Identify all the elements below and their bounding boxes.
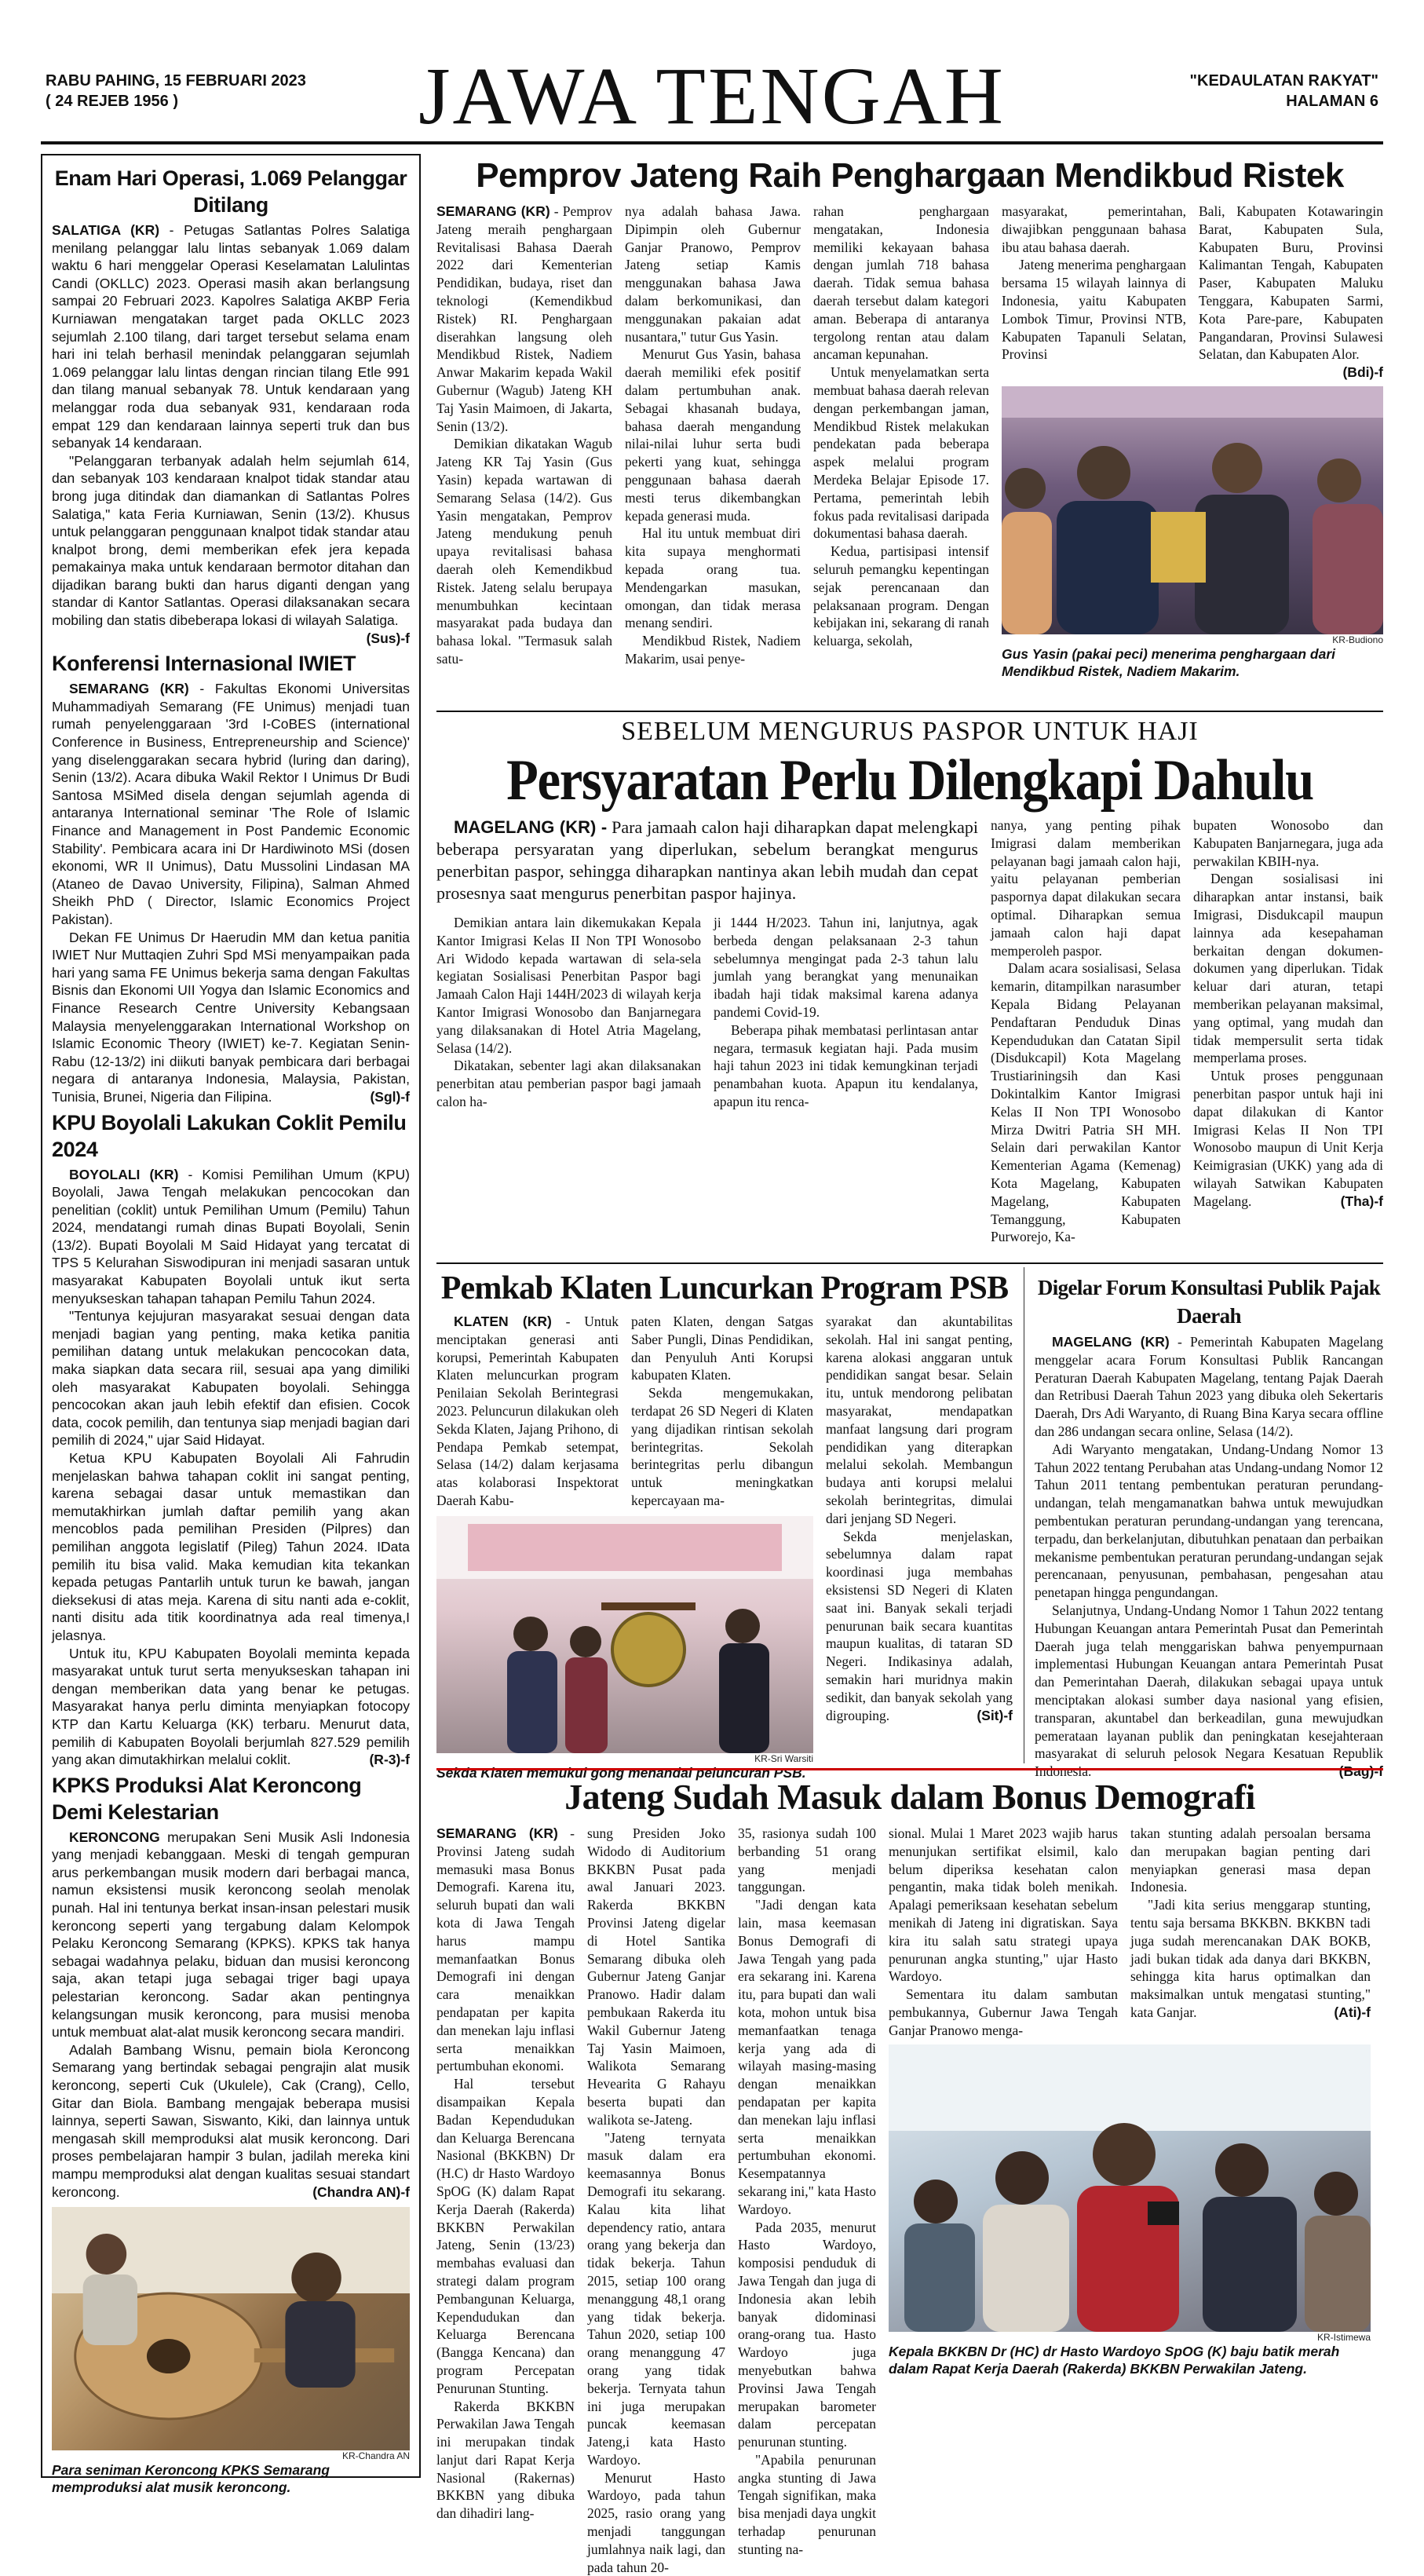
article-text: Sementara itu dalam sambutan pembukannya, Gubernur Jawa Tengah Ganjar Pranowo menga- bbox=[889, 1986, 1118, 2038]
article-text: "Jadi dengan kata lain, masa keemasan Bonus Demografi di Jawa Tengah yang pada era sekarang ini. Karena itu, para bupati dan wali kota, mohon untuk bisa memanfaatkan tenaga kerja yang ada di wilayah masing-masing dengan menaikkan pendapatan per kapita dan menekan laju inflasi serta menaikkan pertumbuhan ekonomi. Kesempatannya sekarang ini," kata Hasto Wardoyo. bbox=[738, 1897, 876, 2217]
dateline: KERONCONG bbox=[69, 1829, 160, 1845]
bkkbn-photo bbox=[889, 2044, 1371, 2332]
date-line: RABU PAHING, 15 FEBRUARI 2023 bbox=[46, 72, 306, 90]
dateline: SEMARANG (KR) bbox=[69, 681, 189, 697]
photo-caption: Gus Yasin (pakai peci) menerima penghargaan dari Mendikbud Ristek, Nadiem Makarim. bbox=[1002, 645, 1336, 679]
article-tilang bbox=[52, 165, 410, 646]
article-text: - Provinsi Jateng sudah memasuki masa Bonus Demografi. Karena itu, seluruh bupati dan wali kota di Jawa Tengah harus mampu memanfaatkan Bonus Demografi ini dengan cara menaikkan pendapatan per kapita dan menekan laju inflasi serta menaikkan pertumbuhan ekonomi. bbox=[436, 1825, 575, 2074]
article-text: Demikian antara lain dikemukakan Kepala Kantor Imigrasi Kelas II Non TPI Wonosobo Ari Widodo kepada wartawan di sela-sela kegiatan Sosialisasi Penerbitan Paspor bagi Jamaah Calon Haji 144H/2023 di wilayah kerja Kantor Imigrasi Wonosobo dan Banjarnegara yang dilaksanakan di Hotel Atria Magelang, Selasa (14/2). bbox=[436, 915, 701, 1056]
article-text: - Pemerintah Kabupaten Magelang menggelar acara Forum Konsultasi Publik Rancangan Peraturan Daerah Kabupaten Magelang, tentang Pajak Daerah dan Retribusi Daerah Tahun 2023 yang dibuka oleh Sekertaris Daerah, Drs Adi Waryanto, di Ruang Bina Karya secara offline dan 286 undangan secara online, Selasa (14/2). bbox=[1035, 1334, 1383, 1439]
article-text: "Tentunya kejujuran masyarakat sesuai dengan data menjadi bagian yang penting, maka ketika panitia pemilihan datang untuk melakukan pencocokan data, maka siapkan data secara riil, sesuai apa yang dimiliki oleh masyarakat Kabupaten boyolali. Sehingga pencocokan akan jauh lebih efektif dan efisien. Cocok data, cocok pemilih, dan tentunya siap menjadi bagian dari pemilih di 2024," ujar Said Hidayat. bbox=[52, 1308, 410, 1449]
article-text: Selanjutnya, Undang-Undang Nomor 1 Tahun 2022 tentang Hubungan Keuangan antara Pemerintah Pusat dan Pemerintah Daerah juga telah menggariskan bahwa penyempurnaan implementasi Hubungan Keuangan antara Pemerintah Pusat dan Pemerintahan Daerah, dilakukan sebagai upaya untuk menciptakan alokasi sumber daya nasional yang efisien, transparan, akuntabel dan berkeadilan, guna mewujudkan pemerataan layanan publik dan peningkatan kesejahteraan masyarakat di seluruh pelosok Negara Kesatuan Republik Indonesia. bbox=[1035, 1602, 1383, 1780]
section-rule bbox=[436, 1262, 1383, 1264]
author-sign: (Sgl)-f bbox=[370, 1088, 410, 1105]
article-text: 35, rasionya sudah 100 berbanding 51 orang yang menjadi tanggungan. bbox=[738, 1825, 876, 1895]
masthead-rule bbox=[41, 141, 1383, 144]
award-ceremony-illustration bbox=[1002, 386, 1383, 634]
dateline: MAGELANG (KR) - bbox=[454, 817, 608, 837]
article-headline: KPU Boyolali Lakukan Coklit Pemilu 2024 bbox=[52, 1110, 407, 1161]
article-text: Hal itu untuk membuat diri kita supaya menghormati kepada orang tua. Mendengarkan masukan, omongan, dan tidak merasa menang sendiri. bbox=[625, 525, 801, 631]
article-text: nya adalah bahasa Jawa. Dipimpin oleh Gubernur Ganjar Pranowo, Pemprov Jateng setiap Kamis menggunakan bahasa Jawa dalam berkomunikasi, dan menggunakan pakaian adat nusantara," tutur Gus Yasin. bbox=[625, 203, 801, 345]
article-text: Ketua KPU Kabupaten Boyolali Ali Fahrudin menjelaskan bahwa tahapan coklit ini sangat penting, karena sebagai dasar untuk memastikan dan memutakhirkan jumlah daftar pemilih yang akan mencoblos pada pemilihan Presiden (Pilpres) dan pemilihan anggota legislatif (Pileg) Tahun 2024. IData pemilih itu bisa valid. Maka kemudian kita tekankan kepada petugas Pantarlih untuk turun ke bawah, jangan dieksekusi di atas meja. Karena di situ nanti ada e-coklit, nanti disitu ada titik koordinatnya ada real timenya,I jelasnya. bbox=[52, 1450, 410, 1643]
article-headline: Pemkab Klaten Luncurkan Program PSB bbox=[440, 1270, 1009, 1306]
article-text: Adalah Bambang Wisnu, pemain biola Keroncong Semarang yang bertindak sebagai pengrajin alat musik keroncong, seperti Cuk (Ukulele), Cak (Crang), Cello, Gitar dan Biola. Bambang mengajak beberapa musisi lainnya, seperti Sawan, Siswanto, Kiki, dan lainnya untuk mengasah skill memproduksi alat musik keroncong. Dari proses pembelajaran hampir 3 bulan, jadilah mereka kini mampu memproduksi alat dengan kualitas sesuai standart keroncong. bbox=[52, 2041, 410, 2200]
gong-ceremony-illustration bbox=[436, 1516, 813, 1753]
article-text: Untuk itu, KPU Kabupaten Boyolali meminta kepada masyarakat untuk turut serta menyukseskan tahapan ini dengan memberikan data yang benar ke petugas. Masyarakat hanya perlu diminta menyiapkan fotocopy KTP dan Kartu Keluarga (KK) terbaru. Menurut data, pemilih di Kabupaten Boyolali berjumlah 827.529 pemilih yang akan dimutakhirkan melalui coklit. bbox=[52, 1645, 410, 1768]
article-text: merupakan Seni Musik Asli Indonesia yang menjadi kebanggaan. Meski di tengah gempuran arus perkembangan musik modern dari berbagai manca, namun eksistensi musik keroncong seolah menolak punah. Hal ini tentunya berkat insan-insan pelestari musik keroncong seperti yang tergabung dalam Kelompok Pelaku Keroncong Semarang (KPKS). KPKS tak hanya sebagai wadahnya pelaku, biduan dan musisi keroncong saja, akan tetapi juga sebagai triger bagi upaya pelestarian keroncong. Sadar akan pentingnya kelangsungan musik keroncong, para musisi menoba untuk membuat alat-alat musik keroncong secara mandiri. bbox=[52, 1829, 410, 2041]
article-text: syarakat dan akuntabilitas sekolah. Hal ini sangat penting, karena alokasi anggaran untuk pendidikan sangat besar. Selain itu, untuk mendorong pelibatan masyarakat, mendapatkan manfaat langsung dari program pendidikan yang diterapkan melalui sekolah. Membangun budaya anti korupsi melalui sekolah berintegritas, dimulai dari jenjang SD Negeri. bbox=[826, 1314, 1013, 1526]
article-text: Dikatakan, sebenter lagi akan dilaksanakan penerbitan atau pemberian paspor bagi jamaah calon ha- bbox=[436, 1058, 701, 1109]
article-text: Menurut Gus Yasin, bahasa daerah memiliki efek positif dalam pertumbuhan anak. Sebagai khasanah budaya, bahasa daerah mengandung nilai-nilai luhur serta budi pekerti yang kuat, sehingga penggunaan bahasa daerah mesti terus dikembangkan kepada generasi muda. bbox=[625, 346, 801, 524]
article-headline: Jateng Sudah Masuk dalam Bonus Demografi bbox=[564, 1777, 1255, 1817]
dateline: SALATIGA (KR) bbox=[52, 222, 160, 238]
photo-credit: KR-Budiono bbox=[1332, 634, 1383, 645]
article-text: "Apabila penurunan angka stunting di Jawa Tengah signifikan, maka bisa menjadi daya ungkit terhadap penurunan stunting na- bbox=[738, 2451, 876, 2557]
article-text: masyarakat, pemerintahan, diwajibkan penggunaan bahasa ibu atau bahasa daerah. bbox=[1002, 203, 1186, 255]
article-text: Beberapa pihak membatasi perlintasan antar negara, termasuk kegiatan haji. Pada musim haji tahun 2023 ini tidak kemungkinan terjadi penambahan kuota. Apapun itu kendalanya, apapun itu renca- bbox=[714, 1021, 978, 1109]
photo-credit: KR-Sri Warsiti bbox=[754, 1752, 813, 1764]
author-sign: (Bdi)-f bbox=[1342, 364, 1383, 381]
author-sign: (Sus)-f bbox=[366, 630, 410, 646]
article-text: Dalam acara sosialisasi, Selasa kemarin, ditampilkan narasumber Kepala Bidang Pelayanan Pendaftaran Penduduk Dinas Kependudukan dan Catatan Sipil (Disdukcapil) Kota Magelang Trustiariningsih dan Kasi Dokintalkim Kantor Imigrasi Kelas II Non TPI Wonosobo Mirza Dwitri Patria SH MH. Selain dari perwakilan Kantor Kementerian Agama (Kemenag) Kota Magelang, Kabupaten Magelang, Kabupaten Temanggung, Kabupaten Purworejo, Ka- bbox=[991, 960, 1181, 1245]
article-headline: Konferensi Internasional IWIET bbox=[52, 652, 356, 676]
photo-caption: Kepala BKKBN Dr (HC) dr Hasto Wardoyo SpOG (K) baju batik merah dalam Rapat Kerja Daerah (Rakerda) BKKBN Perwakilan Jateng. bbox=[889, 2343, 1340, 2377]
page-info bbox=[1190, 71, 1378, 111]
article-text: nanya, yang penting pihak Imigrasi dalam memberikan pelayanan bagi jamaah calon haji, yaitu pelayanan pemberian paspornya dapat dilakukan secara optimal. Diharapkan semua jamaah calon haji dapat memperoleh paspor. bbox=[991, 817, 1181, 959]
article-text: sional. Mulai 1 Maret 2023 wajib harus menunjukan sertifikat elsimil, kalo belum diperiksa kesehatan calon pengantin, maka tidak boleh menikah. Apalagi pemeriksaan kesehatan sebelum menikah di Jateng ini digratiskan. Saya kira itu salah satu strategi upaya penurunan angka stunting," ujar Hasto Wardoyo. bbox=[889, 1825, 1118, 1985]
article-iwiet bbox=[52, 650, 410, 1105]
article-text: - Pemprov Jateng meraih penghargaan Revitalisasi Bahasa Daerah 2022 dari Kementerian Pendidikan, budaya, riset dan teknologi (Kemendikbud Ristek) RI. Penghargaan diserahkan langsung oleh Mendikbud Ristek, Nadiem Anwar Makarim kepada Wakil Gubernur (Wagub) Jateng KH Taj Yasin Maimoen, di Jakarta, Senin (13/2). bbox=[436, 203, 612, 434]
dateline: MAGELANG (KR) bbox=[1052, 1334, 1170, 1350]
article-text: bupaten Wonosobo dan Kabupaten Banjarnegara, juga ada perwakilan KBIH-nya. bbox=[1193, 817, 1383, 869]
photo-caption: Para seniman Keroncong KPKS Semarang memproduksi alat musik keroncong. bbox=[52, 2462, 330, 2496]
article-text: Menurut Hasto Wardoyo, pada tahun 2025, rasio orang yang menjadi tanggungan jumlahnya naik lagi, dan pada tahun 20- bbox=[587, 2469, 725, 2575]
article-text: Untuk menyelamatkan serta membuat bahasa daerah relevan dengan perkembangan jaman, Mendikbud Ristek melakukan pendekatan pada beberapa aspek melalui program Merdeka Belajar Episode 17. Pertama, pemerintah lebih fokus pada revitalisasi daripada dokumentasi bahasa daerah. bbox=[813, 364, 989, 542]
article-text: - Untuk menciptakan generasi anti korupsi, Pemerintah Kabupaten Klaten meluncurkan program Penilaian Sekolah Berintegrasi 2023. Peluncurun dilakukan oleh Sekda Klaten, Jajang Prihono, di Pendapa Pemkab setempat, Selasa (14/2) dalam kerjasama atas kolaborasi Inspektorat Daerah Kabu- bbox=[436, 1314, 619, 1508]
article-text: - Komisi Pemilihan Umum (KPU) Boyolali, Jawa Tengah melakukan pencocokan dan penelitian (coklit) untuk Pemilihan Umum (Pemilu) Tahun 2024, mendatangi rumah dinas Bupati Boyolali, Senin (13/2). Bupati Boyolali M Said Hidayat yang tercatat di TPS 5 Kelurahan Siswodipuran ini menjadi sasaran untuk masyarakat Kabupaten Boyolali untuk ikut serta menyukseskan tahapan tahapan Pemilu Tahun 2024. bbox=[52, 1166, 410, 1306]
instrument-workshop-illustration bbox=[52, 2207, 410, 2450]
keroncong-photo bbox=[52, 2207, 410, 2450]
article-text: Sekda menjelaskan, sebelumnya dalam rapat koordinasi juga membahas eksistensi SD Negeri di Klaten saat ini. Banyak sekali terjadi penurunan baik secara kuantitas maupun kualitas, di tataran SD Negeri. Indikasinya adalah, semakin hari muridnya makin sedikit, dan banyak sekolah yang digrouping. bbox=[826, 1528, 1013, 1723]
author-sign: (R-3)-f bbox=[369, 1752, 410, 1768]
author-sign: (Tha)-f bbox=[1340, 1193, 1383, 1209]
article-text: Adi Waryanto mengatakan, Undang-Undang Nomor 13 Tahun 2022 tentang Perubahan atas Undang-undang Nomor 12 Tahun 2011 tentang pembentukan peraturan perundang-undangan, telah mengamanatkan bahwa untuk mewujudkan pembentukan peraturan perundang-undangan yang terencana, terpadu, dan berkelanjutan, dibutuhkan penataan dan perbaikan mekanisme pembentukan peraturan perundang-undangan sejak perencanaan, penyusunan, pembahasan, pengesahan atau penetapan hingga pengundangan. bbox=[1035, 1441, 1383, 1601]
article-text: sung Presiden Joko Widodo di Auditorium BKKBN Pusat pada awal Januari 2023. Rakerda BKKBN Provinsi Jateng digelar di Hotel Santika Semarang dibuka oleh Gubernur Jateng Ganjar Pranowo. Hadir dalam pembukaan Rakerda itu Wakil Gubernur Jateng Taj Yasin Maimoen, Walikota Semarang Hevearita G Rahayu beserta bupati dan walikota se-Jateng. bbox=[587, 1825, 725, 2128]
photo-credit: KR-Istimewa bbox=[1316, 2331, 1371, 2343]
article-text: - Fakultas Ekonomi Universitas Muhammadiyah Semarang (FE Unimus) menjadi tuan rumah penyelenggaraan '3rd I-CoBES (international Conference in Business, Entrepreneurship and Science)' yang diselenggarakan secara hybrid (luring dan daring), Senin (13/2). Acara dibuka Wakil Rektor I Unimus Dr Budi Santosa MSiMed disela dengan sejumlah agenda di antaranya International seminar 'The Role of Islamic Finance and Management in Post Pandemic Economic Stability'. Pembicara acara ini Dr Hardiwinoto MSi (dosen ekonomi, WR II Unimus), Datu Mussolini Lindasan MA (Ataneo de Davao University, Filipina), Salman Ahmed Sheikh PhD ( Director, Islamic Economics Project Pakistan). bbox=[52, 681, 410, 927]
article-text: Demikian dikatakan Wagub Jateng KR Taj Yasin (Gus Yasin) kepada wartawan di Semarang Selasa (14/2). Gus Yasin mengatakan, Pemprov Jateng mendukung penuh upaya revitalisasi bahasa daerah oleh Kemendikbud Ristek. Jateng selalu berupaya menumbuhkan kecintaan masyarakat pada budaya dan bahasa lokal. "Termasuk salah satu- bbox=[436, 436, 612, 667]
article-text: Jateng menerima penghargaan bersama 15 wilayah lainnya di Indonesia, yaitu Kabupaten Lombok Timur, Provinsi NTB, Kabupaten Tapanuli Selatan, Provinsi bbox=[1002, 257, 1186, 363]
dateline: BOYOLALI (KR) bbox=[69, 1166, 179, 1182]
article-text: Mendikbud Ristek, Nadiem Makarim, usai penye- bbox=[625, 633, 801, 667]
article-text: "Pelanggaran terbanyak adalah helm sejumlah 614, dan sebanyak 103 kendaraan knalpot tidak standar atau brong juga ditindak dan diamankan di Satlantas Polres Salatiga," kata Feria Kurniawan, Senin (13/2). Khusus untuk pelanggaran penggunaan knalpot tidak standar atau knalpot brong, demi memberikan efek jera kepada pemakainya maka untuk kendaraan bermotor ditahan dan dijadikan barang bukti dan harus diganti dengan yang standar di Kantor Satlantas. Operasi dilaksanakan secara mobiling dan statis dibeberapa lokasi di wilayah Salatiga. bbox=[52, 452, 410, 629]
article-text: - Petugas Satlantas Polres Salatiga menilang pelanggar lalu lintas sebanyak 1.069 dalam waktu 6 hari menggelar Operasi Keselamatan Lalulintas Candi (OKLLC) 2023. Operasi masih akan berlangsung sampai 20 Februari 2023. Kapolres Salatiga AKBP Feria Kurniawan mengatakan target pada OKLLC 2023 sejumlah 2.100 tilang, dari target tersebut selama enam hari ini telah berhasil menindak pelanggaran sejumlah 1.069 pelanggar lalu lintas dengan rincian tilang Etle 991 dan tilang manual sebanyak 78. Untuk kendaraan yang melanggar roda dua sebanyak 931, kendaraan roda empat 129 dan kendaraan lainnya seperti truk dan bus sebanyak 14 kendaraan. bbox=[52, 222, 410, 451]
article-intro: Para jamaah calon haji diharapkan dapat melengkapi beberapa persyaratan yang diperlukan, sebelum berangkat mengurus penerbitan paspor, sehingga diharapkan nantinya akan lebih mudah dan cepat prosesnya saat mengurus penerbitan paspor hajinya. bbox=[436, 817, 978, 903]
article-text: Rakerda BKKBN Perwakilan Jawa Tengah ini merupakan tindak lanjut dari Rapat Kerja Nasional (Rakernas) BKKBN yang dibuka dan dihadiri lang- bbox=[436, 2398, 575, 2522]
article-text: "Jateng ternyata masuk dalam era keemasannya Bonus Demografi itu sekarang. Kalau kita lihat dependency ratio, antara orang yang bekerja dan tidak bekerja. Tahun 2015, setiap 100 orang menanggung 48,1 orang yang tidak bekerja. Tahun 2020, setiap 100 orang menanggung 47 orang yang tidak bekerja. Ternyata tahun ini juga merupakan puncak keemasan Jateng,i kata Hasto Wardoyo. bbox=[587, 2129, 725, 2468]
article-text: Kedua, partisipasi intensif seluruh pemangku kepentingan sejak perencanaan dan pelaksanaan program. Dengan kebijakan ini, sekarang di ranah keluarga, sekolah, bbox=[813, 543, 989, 649]
author-sign: (Bag)-f bbox=[1338, 1763, 1383, 1780]
article-headline: KPKS Produksi Alat Keroncong Demi Kelestarian bbox=[52, 1773, 362, 1824]
dateline: SEMARANG (KR) bbox=[436, 203, 550, 219]
article-pajak bbox=[1035, 1269, 1383, 1781]
article-klaten bbox=[436, 1269, 1013, 1781]
article-kpu bbox=[52, 1109, 410, 1769]
newspaper-slogan: "KEDAULATAN RAKYAT" bbox=[1189, 72, 1378, 90]
dateline: SEMARANG (KR) bbox=[436, 1825, 558, 1841]
article-text: paten Klaten, dengan Satgas Saber Pungli, Dinas Pendidikan, dan Penyuluh Anti Korupsi kabupaten Klaten. bbox=[631, 1314, 813, 1383]
article-text: Pada 2035, menurut Hasto Wardoyo, komposisi penduduk di Jawa Tengah dan juga di Indonesia akan lebih banyak didominasi orang-orang tua. Hasto Wardoyo juga menyebutkan bahwa Provinsi Jawa Tengah merupakan barometer dalam percepatan penurunan stunting. bbox=[738, 2219, 876, 2450]
gong-photo bbox=[436, 1516, 813, 1753]
article-headline: Persyaratan Perlu Dilengkapi Dahulu bbox=[506, 748, 1313, 813]
hijri-date-line: ( 24 REJEB 1956 ) bbox=[46, 93, 178, 110]
article-text: Bali, Kabupaten Kotawaringin Barat, Kabupaten Sula, Kabupaten Buru, Provinsi Kalimantan Tengah, Kabupaten Paser, Kabupaten Maluku Tenggara, Kabupaten Sarmi, Kota Pare-pare, Kabupaten Pangandaran, Provinsi Sulawesi Selatan, dan Kabupaten Alor. bbox=[1199, 203, 1383, 363]
dateline: KLATEN (KR) bbox=[454, 1314, 552, 1329]
article-text: ji 1444 H/2023. Tahun ini, lanjutnya, agak berbeda dengan pelaksanaan 2-3 tahun sebelumnya mengingat pada 2-3 tahun lalu jumlah yang berangkat yang menunaikan ibadah haji tidak maksimal karena adanya pandemi Covid-19. bbox=[714, 915, 978, 1020]
article-text: Untuk proses penggunaan penerbitan paspor untuk haji ini dapat dilakukan di Kantor Imigrasi Kelas II Non TPI Wonosobo maupun di Unit Kerja Keimigrasian (UKK) yang ada di wilayah Satwikan Kabupaten Magelang. bbox=[1193, 1068, 1383, 1209]
page-title: JAWA TENGAH bbox=[418, 51, 1006, 141]
article-kicker: SEBELUM MENGURUS PASPOR UNTUK HAJI bbox=[621, 717, 1199, 746]
masthead bbox=[41, 51, 1383, 149]
photo-caption: Sekda Klaten memukul gong menandai peluncuran PSB. bbox=[436, 1764, 806, 1781]
article-text: Sekda mengemukakan, terdapat 26 SD Negeri di Klaten yang dijadikan rintisan sekolah berintegritas. Sekolah berintegritas perlu dibangun untuk meningkatkan kepercayaan ma- bbox=[631, 1385, 813, 1508]
article-headline: Pemprov Jateng Raih Penghargaan Mendikbud Ristek bbox=[476, 156, 1344, 195]
award-photo bbox=[1002, 386, 1383, 634]
article-text: Hal tersebut disampaikan Kepala Badan Kependudukan dan Keluarga Berencana Nasional (BKKBN) Dr (H.C) dr Hasto Wardoyo SpOG (K) dalam Rapat Kerja Daerah (Rakerda) BKKBN Perwakilan Jateng, Senin (13/23) membahas evaluasi dan strategi dalam program Pembangunan Keluarga, Kependudukan dan Keluarga Berencana (Bangga Kencana) dan program Percepatan Penurunan Stunting. bbox=[436, 2076, 575, 2396]
article-text: "Jadi kita serius menggarap stunting, tentu saja bersama BKKBN. BKKBN tadi juga sudah merencanakan DAK BOKB, jadi bukan tidak ada danya dari BKKBN, sehingga kita harus optimalkan dan maksimalkan untuk mengatasi stunting," kata Ganjar. bbox=[1130, 1897, 1371, 2020]
article-keroncong bbox=[52, 1772, 410, 2496]
article-text: Dekan FE Unimus Dr Haerudin MM dan ketua panitia IWIET Nur Muttaqien Zuhri Spd MSi menyampaikan pada hari yang sama FE Unimus bekerja sama dengan Fakultas Bisnis dan Ekonomi UII Yogya dan Islamic Economics and Finance Research Centre University Kebangsaan Malaysia menyelenggarakan International Workshop on Islamic Economic Theory (IWIET) ke-7. Kegiatan Senin-Rabu (12-13/2) ini diikuti banyak pembicara dari berbagai negara di antaranya Indonesia, Malaysia, Pakistan, Tunisia, Brunei, Nigeria dan Filipina. bbox=[52, 929, 410, 1105]
article-text: takan stunting adalah persoalan bersama dan merupakan bagian penting dari menyiapkan generasi masa depan Indonesia. bbox=[1130, 1825, 1371, 1895]
page-number: HALAMAN 6 bbox=[1286, 93, 1378, 110]
article-paspor bbox=[436, 716, 1383, 1246]
bkkbn-press-illustration bbox=[889, 2044, 1371, 2332]
article-headline: Digelar Forum Konsultasi Publik Pajak Daerah bbox=[1037, 1276, 1381, 1328]
article-demografi bbox=[436, 1776, 1383, 2576]
article-headline: Enam Hari Operasi, 1.069 Pelanggar Ditilang bbox=[54, 166, 407, 217]
section-rule-red bbox=[436, 1768, 1383, 1770]
author-sign: (Sit)-f bbox=[977, 1707, 1013, 1723]
article-text: rahan penghargaan mengatakan, Indonesia memiliki kekayaan bahasa dengan jumlah 718 bahasa daerah. Tidak semua bahasa daerah tersebut dalam kategori aman. Beberapa di antaranya tergolong rentan atau dalam ancaman kepunahan. bbox=[813, 203, 989, 363]
article-text: Dengan sosialisasi ini diharapkan antar instansi, baik Imigrasi, Disdukcapil maupun lainnya ada kesepahaman berkaitan dengan dokumen-dokumen yang diperlukan. Tidak keluar dari aturan, tetapi memberikan pelayanan maksimal, yang optimal, yang mudah dan tidak mempersulit serta tidak memperlama proses. bbox=[1193, 871, 1383, 1066]
article-penghargaan bbox=[436, 155, 1383, 680]
left-news-column bbox=[41, 154, 421, 2496]
author-sign: (Ati)-f bbox=[1334, 2004, 1371, 2020]
author-sign: (Chandra AN)-f bbox=[312, 2183, 410, 2200]
photo-credit: KR-Chandra AN bbox=[341, 2450, 410, 2462]
section-rule bbox=[436, 711, 1383, 712]
